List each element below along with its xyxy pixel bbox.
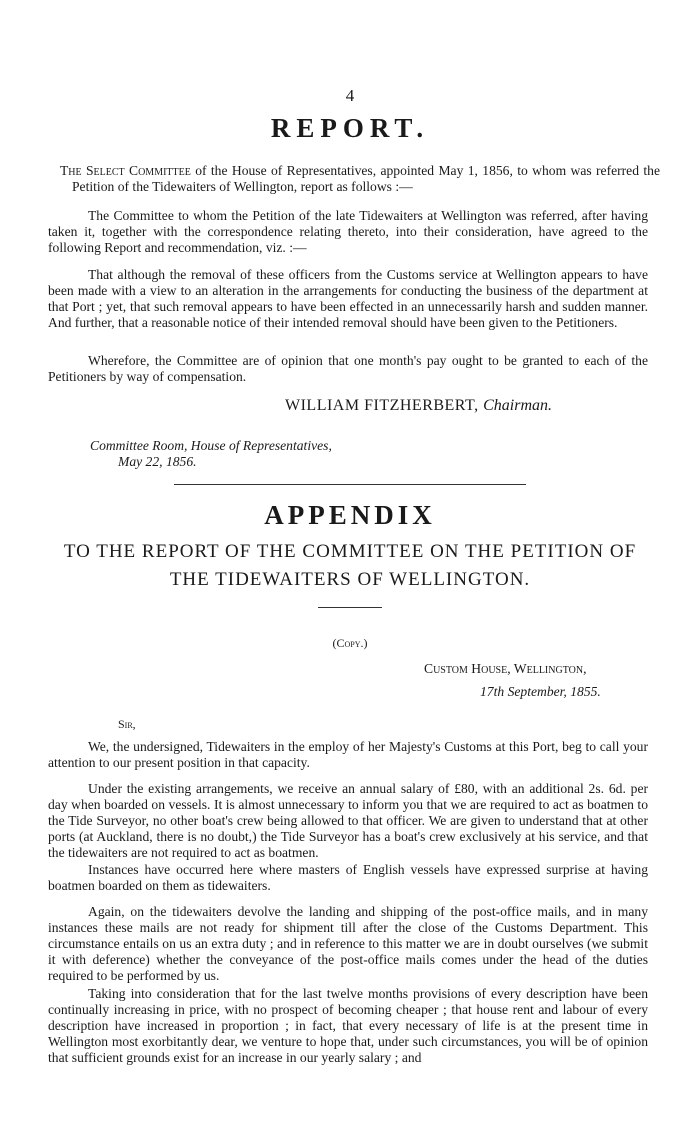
- report-intro: [60, 163, 660, 195]
- appendix-title: APPENDIX: [264, 500, 436, 530]
- letter-paragraph: Taking into consideration that for the last twelve months provisions of every description have been continually increasing in price, with no prospect of becoming cheaper ; that house rent and labour of every description have increased in proportion ; in fact, that every necessary of life is at the present time in Wellington most exorbitantly dear, we venture to hope that, under such circumstances, you will be of opinion that sufficient grounds exist for an increase in our yearly salary ; and: [48, 986, 648, 1065]
- appendix-subtitle-line-1: TO THE REPORT OF THE COMMITTEE ON THE PETITION OF: [63, 541, 637, 562]
- report-paragraph: That although the removal of these officers from the Customs service at Wellington appears to have been made with a view to an alteration in the arrangements for conducting the business of the department at that Port ; yet, that such removal appears to have been effected in an unnecessarily harsh and sudden manner. And further, that a reasonable notice of their intended removal should have been given to the Petitioners.: [48, 267, 648, 330]
- copy-label: (Copy.): [332, 636, 368, 650]
- salutation: Sir,: [118, 717, 136, 731]
- select-committee-lead: The Select Committee: [60, 163, 191, 178]
- committee-room-block: [90, 438, 332, 470]
- chairman-name: WILLIAM FITZHERBERT,: [285, 397, 479, 414]
- report-title: REPORT.: [270, 113, 430, 143]
- report-paragraph: The Committee to whom the Petition of the late Tidewaiters at Wellington was referred, after having taken it, together with the correspondence relating thereto, into their consideration, have agreed to the following Report and recommendation, viz. :—: [48, 208, 648, 255]
- chairman-role: Chairman.: [483, 397, 553, 414]
- appendix-subtitle: [0, 538, 700, 594]
- short-divider: [318, 607, 382, 608]
- letter-date-text: 17th September, 1855.: [480, 684, 601, 699]
- letter-date: [480, 684, 601, 700]
- committee-room: Committee Room, House of Representatives,: [90, 438, 332, 453]
- letter-paragraph: Again, on the tidewaiters devolve the landing and shipping of the post-office mails, and in many instances these mails are not ready for shipment till after the close of the Customs Department. This circumstance entails on us an extra duty ; and in reference to this matter we are in doubt ourselves (we submit it with deference) whether the conveyance of the post-office mails comes under the head of the duties required to be performed by us.: [48, 904, 648, 983]
- letter-paragraph: Instances have occurred here where masters of English vessels have expressed surprise at having boatmen boarded on them as tidewaiters.: [48, 862, 648, 893]
- letter-paragraph: Under the existing arrangements, we receive an annual salary of £80, with an additional 2s. 6d. per day when boarded on vessels. It is almost unnecessary to inform you that we are required to act as boatmen to the Tide Surveyor, no other boat's crew being allowed to that officer. We are given to understand that at other ports (at Auckland, there is no doubt,) the Tide Surveyor has a boat's crew exclusively at his service, and that the tidewaiters are not required to act as boatmen.: [48, 781, 648, 860]
- page-number: 4: [345, 86, 355, 105]
- report-intro-text: of the House of Representatives, appointed May 1, 1856, to whom was referred the Petition of the Tidewaiters of Wellington, report as follows :—: [72, 163, 660, 194]
- letter-address: Custom House, Wellington,: [424, 661, 587, 676]
- committee-date: May 22, 1856.: [118, 454, 197, 469]
- section-divider: [174, 484, 526, 485]
- appendix-subtitle-line-2: THE TIDEWAITERS OF WELLINGTON.: [169, 569, 531, 590]
- report-paragraph: Wherefore, the Committee are of opinion that one month's pay ought to be granted to each of the Petitioners by way of compensation.: [48, 353, 648, 384]
- chairman-signature: [285, 397, 552, 415]
- letter-paragraph: We, the undersigned, Tidewaiters in the employ of her Majesty's Customs at this Port, beg to call your attention to our present position in that capacity.: [48, 739, 648, 770]
